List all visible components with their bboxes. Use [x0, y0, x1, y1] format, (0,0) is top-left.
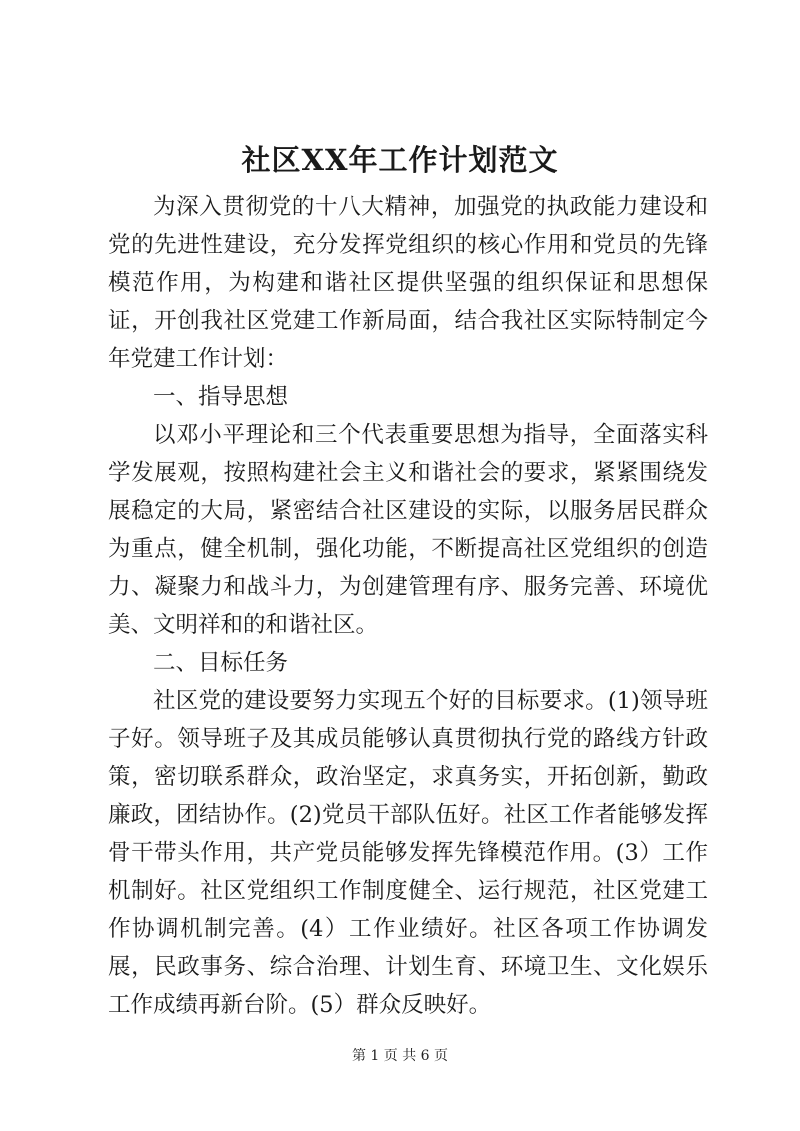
section-heading-goals-tasks: 二、目标任务 — [153, 650, 289, 676]
section-heading-guiding-ideology: 一、指导思想 — [153, 384, 289, 410]
document-body — [108, 188, 708, 1024]
page-number-footer: 第 1 页 共 6 页 — [351, 1048, 449, 1064]
intro-paragraph: 为深入贯彻党的十八大精神，加强党的执政能力建设和党的先进性建设，充分发挥党组织的核心作用和党员的先锋模范作用，为构建和谐社区提供坚强的组织保证和思想保证，开创我社区党建工作新局面，结合我社区实际特制定今年党建工作计划： — [108, 194, 708, 372]
goals-tasks-paragraph: 社区党的建设要努力实现五个好的目标要求。(1)领导班子好。领导班子及其成员能够认真贯彻执行党的路线方针政策，密切联系群众，政治坚定，求真务实，开拓创新，勤政廉政，团结协作。(2)党员干部队伍好。社区工作者能够发挥骨干带头作用，共产党员能够发挥先锋模范作用。(3）工作机制好。社区党组织工作制度健全、运行规范，社区党建工作协调机制完善。(4）工作业绩好。社区各项工作协调发展，民政事务、综合治理、计划生育、环境卫生、文化娱乐工作成绩再新台阶。(5）群众反映好。 — [108, 688, 708, 1018]
document-title: 社区XX年工作计划范文 — [241, 143, 559, 177]
guiding-ideology-paragraph: 以邓小平理论和三个代表重要思想为指导，全面落实科学发展观，按照构建社会主义和谐社会的要求，紧紧围绕发展稳定的大局，紧密结合社区建设的实际，以服务居民群众为重点，健全机制，强化功能，不断提高社区党组织的创造力、凝聚力和战斗力，为创建管理有序、服务完善、环境优美、文明祥和的和谐社区。 — [108, 422, 708, 638]
